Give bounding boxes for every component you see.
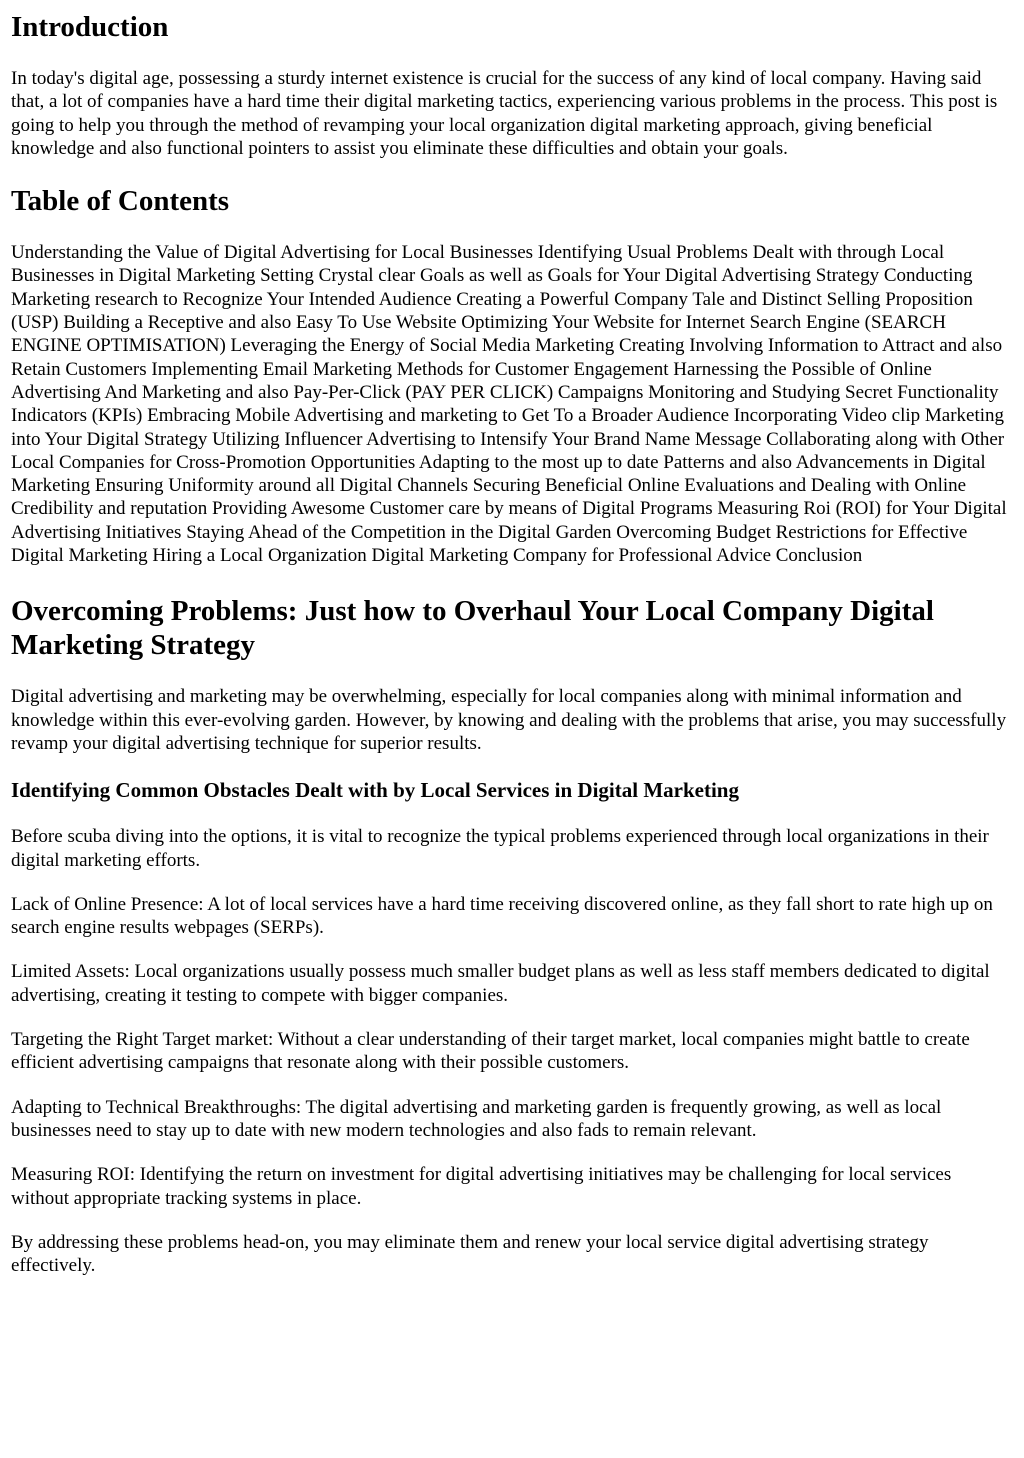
table-of-contents-heading: Table of Contents [11,185,230,218]
identifying-intro-paragraph: Before scuba diving into the options, it is vital to recognize the typical problems experienced through local organizations in their digital marketing efforts. [11,826,989,871]
obstacle-paragraph-measuring-roi: Measuring ROI: Identifying the return on investment for digital advertising initiatives may be challenging for local services without appropriate tracking systems in place. [11,1164,952,1209]
introduction-paragraph: In today's digital age, possessing a sturdy internet existence is crucial for the success of any kind of local company. Having said that, a lot of companies have a hard time their digital marketing tactics, experiencing various problems in the process. This post is going to help you through the method of revamping your local organization digital marketing approach, giving beneficial knowledge and also functional pointers to assist you eliminate these difficulties and obtain your goals. [11,68,998,159]
closing-paragraph: By addressing these problems head-on, you may eliminate them and renew your local service digital advertising strategy effectively. [11,1231,929,1277]
obstacle-paragraph-limited-assets: Limited Assets: Local organizations usually possess much smaller budget plans as well as less staff members dedicated to digital advertising, creating it testing to compete with bigger companies. [11,961,990,1006]
introduction-heading: Introduction [11,11,169,43]
obstacle-paragraph-target-market: Targeting the Right Target market: Without a clear understanding of their target market, local companies might battle to create efficient advertising campaigns that resonate along with their possible customers. [11,1029,970,1074]
overcoming-problems-heading: Overcoming Problems: Just how to Overhaul Your Local Company Digital Marketing Strategy [11,595,934,662]
article [0,10,1024,1277]
obstacle-paragraph-technical-breakthroughs: Adapting to Technical Breakthroughs: The digital advertising and marketing garden is frequently growing, as well as local businesses need to stay up to date with new modern technologies and also fads to remain relevant. [11,1096,942,1141]
obstacle-paragraph-online-presence: Lack of Online Presence: A lot of local services have a hard time receiving discovered online, as they fall short to rate high up on search engine results webpages (SERPs). [11,893,993,939]
overcoming-problems-paragraph: Digital advertising and marketing may be overwhelming, especially for local companies along with minimal information and knowledge within this ever-evolving garden. However, by knowing and dealing with the problems that arise, you may successfully revamp your digital advertising technique for superior results. [11,686,1007,754]
table-of-contents-paragraph: Understanding the Value of Digital Advertising for Local Businesses Identifying Usual Problems Dealt with through Local Businesses in Digital Marketing Setting Crystal clear Goals as well as Goals for Your Digital Advertising Strategy Conducting Marketing research to Recognize Your Intended Audience Creating a Powerful Company Tale and Distinct Selling Proposition (USP) Building a Receptive and also Easy To Use Website Optimizing Your Website for Internet Search Engine (SEARCH ENGINE OPTIMISATION) Leveraging the Energy of Social Media Marketing Creating Involving Information to Attract and also Retain Customers Implementing Email Marketing Methods for Customer Engagement Harnessing the Possible of Online Advertising And Marketing and also Pay-Per-Click (PAY PER CLICK) Campaigns Monitoring and Studying Secret Functionality Indicators (KPIs) Embracing Mobile Advertising and marketing to Get To a Broader Audience Incorporating Video clip Marketing into Your Digital Strategy Utilizing Influencer Advertising to Intensify Your Brand Name Message Collaborating along with Other Local Companies for Cross-Promotion Opportunities Adapting to the most up to date Patterns and also Advancements in Digital Marketing Ensuring Uniformity around all Digital Channels Securing Beneficial Online Evaluations and Dealing with Online Credibility and reputation Providing Awesome Customer care by means of Digital Programs Measuring Roi (ROI) for Your Digital Advertising Initiatives Staying Ahead of the Competition in the Digital Garden Overcoming Budget Restrictions for Effective Digital Marketing Hiring a Local Organization Digital Marketing Company for Professional Advice Conclusion [11,242,1007,567]
identifying-obstacles-heading: Identifying Common Obstacles Dealt with by Local Services in Digital Marketing [11,778,739,803]
